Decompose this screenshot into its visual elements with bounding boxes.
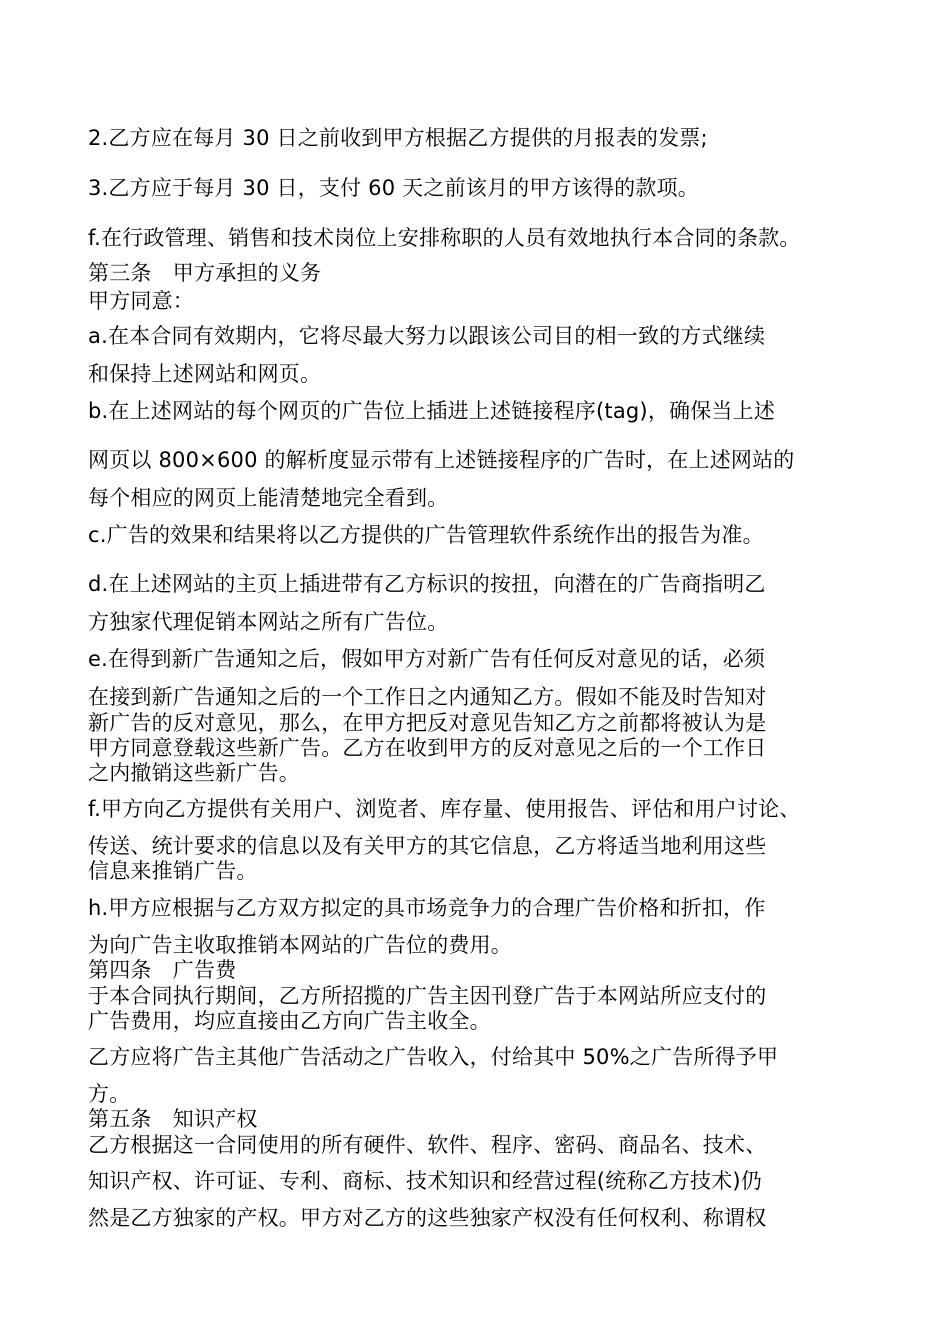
text-line: 广告费用，均应直接由乙方向广告主收全。 (88, 1009, 491, 1033)
text-line: 在接到新广告通知之后的一个工作日之内通知乙方。假如不能及时告知对 (88, 685, 767, 709)
text-line: 为向广告主收取推销本网站的广告位的费用。 (88, 933, 512, 957)
text-line: 甲方同意登载这些新广告。乙方在收到甲方的反对意见之后的一个工作日 (88, 736, 767, 760)
text-line: a.在本合同有效期内，它将尽最大努力以跟该公司目的相一致的方式继续 (88, 324, 766, 348)
text-line: 网页以 800×600 的解析度显示带有上述链接程序的广告时，在上述网站的 (88, 448, 795, 472)
text-line: 乙方应将广告主其他广告活动之广告收入，付给其中 50%之广告所得予甲 (88, 1045, 779, 1069)
text-line: e.在得到新广告通知之后，假如甲方对新广告有任何反对意见的话，必须 (88, 647, 766, 671)
section-heading: 第三条 甲方承担的义务 (88, 261, 322, 285)
text-line: 乙方根据这一合同使用的所有硬件、软件、程序、密码、商品名、技术、 (88, 1133, 767, 1157)
text-line: 甲方同意： (88, 289, 194, 313)
text-line: h.甲方应根据与乙方双方拟定的具市场竞争力的合理广告价格和折扣，作 (88, 896, 766, 920)
text-line: 然是乙方独家的产权。甲方对乙方的这些独家产权没有任何权利、称谓权 (88, 1206, 767, 1230)
text-line: 3.乙方应于每月 30 日，支付 60 天之前该月的甲方该得的款项。 (88, 176, 699, 200)
text-line: 之内撤销这些新广告。 (88, 761, 300, 785)
text-line: f.在行政管理、销售和技术岗位上安排称职的人员有效地执行本合同的条款。 (88, 226, 801, 250)
text-line: b.在上述网站的每个网页的广告位上插进上述链接程序(tag)，确保当上述 (88, 399, 776, 423)
text-line: 知识产权、许可证、专利、商标、技术知识和经营过程(统称乙方技术)仍 (88, 1169, 762, 1193)
text-line: 和保持上述网站和网页。 (88, 362, 322, 386)
section-heading: 第四条 广告费 (88, 958, 237, 982)
text-line: 方。 (88, 1082, 131, 1106)
text-line: 新广告的反对意见，那么，在甲方把反对意见告知乙方之前都将被认为是 (88, 711, 767, 735)
text-line: f.甲方向乙方提供有关用户、浏览者、库存量、使用报告、评估和用户讨论、 (88, 797, 801, 821)
text-line: d.在上述网站的主页上插进带有乙方标识的按扭，向潜在的广告商指明乙 (88, 572, 766, 596)
text-line: c.广告的效果和结果将以乙方提供的广告管理软件系统作出的报告为准。 (88, 523, 764, 547)
text-line: 方独家代理促销本网站之所有广告位。 (88, 610, 449, 634)
section-heading: 第五条 知识产权 (88, 1107, 258, 1131)
text-line: 于本合同执行期间，乙方所招揽的广告主因刊登广告于本网站所应支付的 (88, 984, 767, 1008)
text-line: 每个相应的网页上能清楚地完全看到。 (88, 486, 449, 510)
text-line: 信息来推销广告。 (88, 859, 258, 883)
text-line: 传送、统计要求的信息以及有关甲方的其它信息，乙方将适当地利用这些 (88, 834, 767, 858)
text-line: 2.乙方应在每月 30 日之前收到甲方根据乙方提供的月报表的发票; (88, 126, 708, 150)
